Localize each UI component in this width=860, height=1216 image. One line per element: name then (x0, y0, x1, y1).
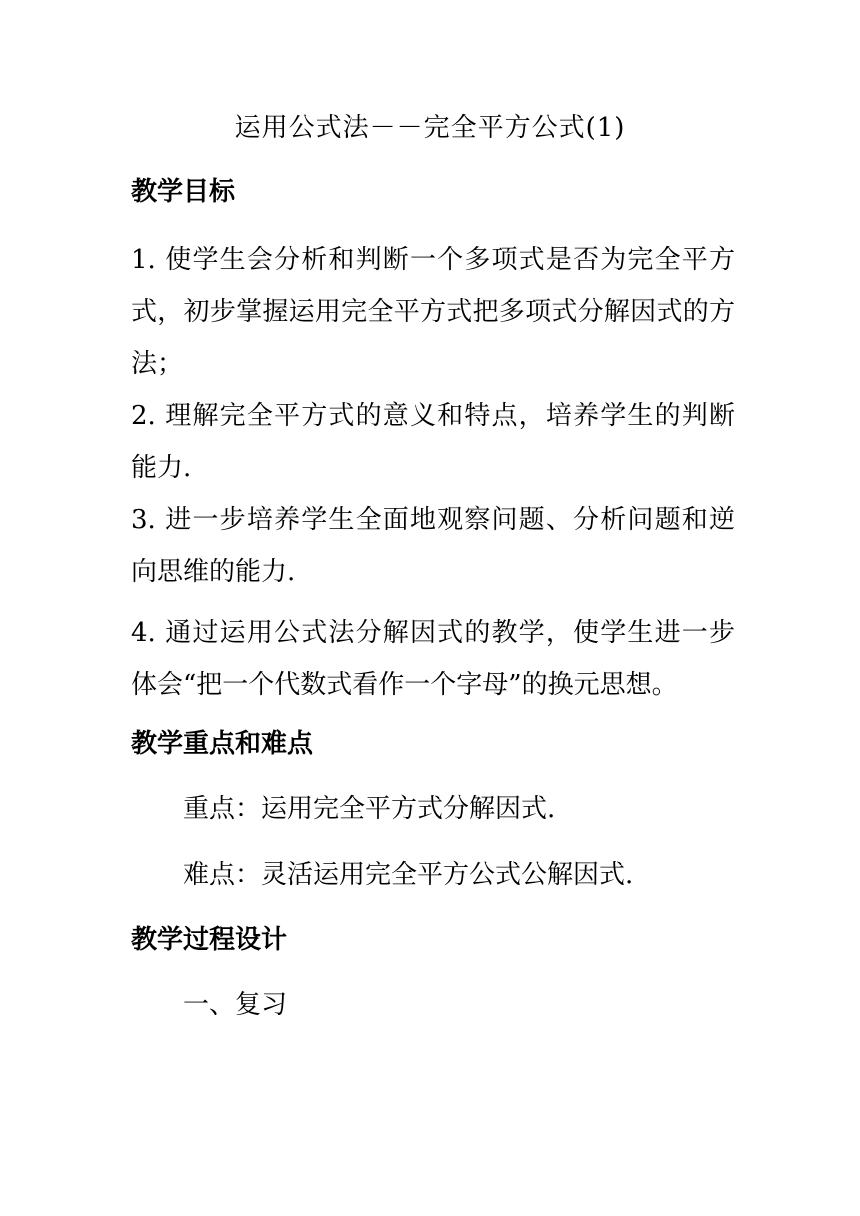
objective-item-3: 3. 进一步培养学生全面地观察问题、分析问题和逆向思维的能力. (131, 505, 735, 587)
process-heading: 教学过程设计 (131, 925, 288, 955)
key-point-difficulty: 难点：灵活运用完全平方公式公解因式. (183, 860, 634, 890)
objective-item-2: 2. 理解完全平方式的意义和特点，培养学生的判断能力. (131, 401, 735, 483)
process-step-review: 一、复习 (183, 990, 288, 1020)
key-points-heading: 教学重点和难点 (131, 729, 314, 759)
objective-item-1: 1. 使学生会分析和判断一个多项式是否为完全平方式，初步掌握运用完全平方式把多项式分解因式的方法； (131, 245, 735, 379)
objectives-heading: 教学目标 (131, 177, 236, 207)
key-point-focus: 重点：运用完全平方式分解因式. (183, 794, 556, 824)
objective-item-4: 4. 通过运用公式法分解因式的教学，使学生进一步体会“把一个代数式看作一个字母”的换元思想。 (131, 618, 735, 700)
document-title: 运用公式法－－完全平方公式(1) (234, 113, 626, 143)
